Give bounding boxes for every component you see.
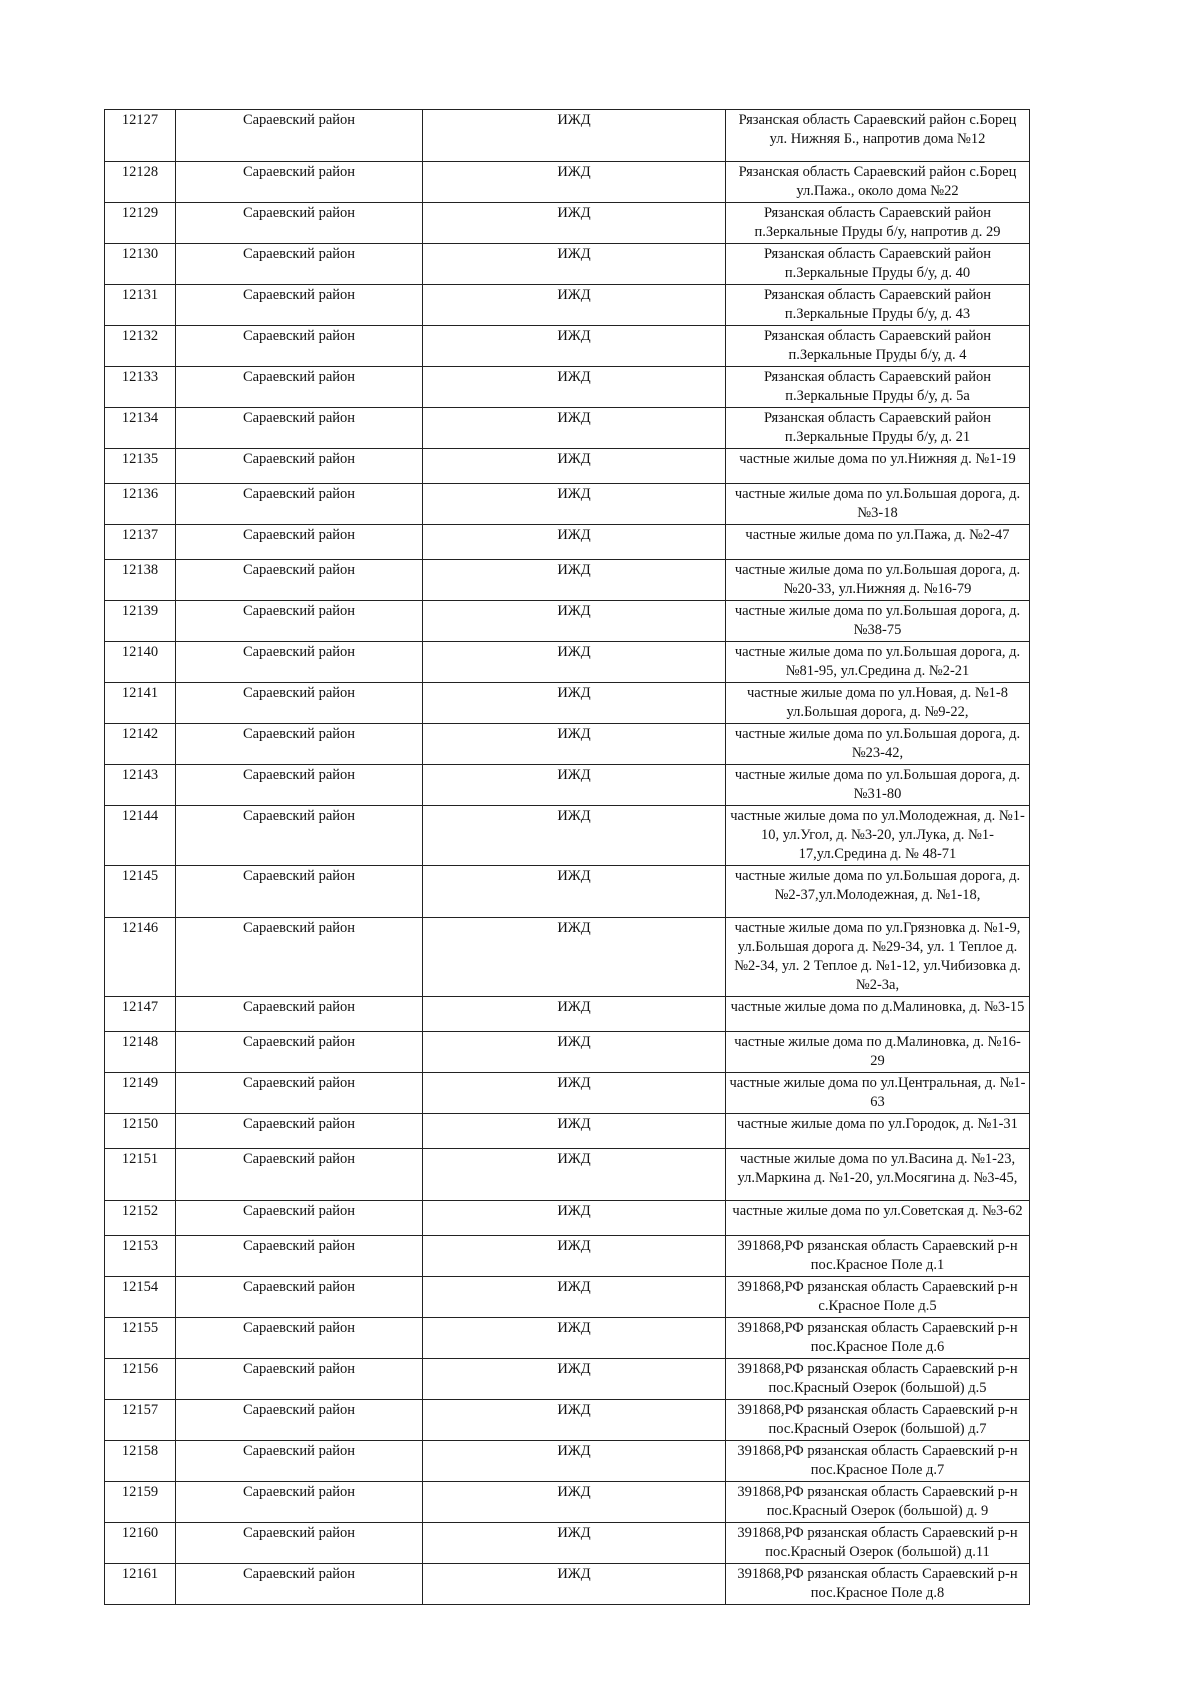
row-number: 12147 bbox=[105, 997, 176, 1032]
object-type-cell: ИЖД bbox=[423, 642, 726, 683]
table-row bbox=[105, 642, 1030, 683]
address-cell: Рязанская область Сараевский район с.Борец ул. Нижняя Б., напротив дома №12 bbox=[726, 110, 1030, 162]
table-row bbox=[105, 525, 1030, 560]
object-type-cell: ИЖД bbox=[423, 1236, 726, 1277]
district-cell: Сараевский район bbox=[176, 918, 423, 997]
table-row bbox=[105, 1201, 1030, 1236]
row-number: 12145 bbox=[105, 866, 176, 918]
object-type-cell: ИЖД bbox=[423, 1400, 726, 1441]
district-cell: Сараевский район bbox=[176, 1073, 423, 1114]
object-type-cell: ИЖД bbox=[423, 408, 726, 449]
table-row bbox=[105, 765, 1030, 806]
object-type-cell: ИЖД bbox=[423, 367, 726, 408]
table-row bbox=[105, 484, 1030, 525]
district-cell: Сараевский район bbox=[176, 244, 423, 285]
object-type-cell: ИЖД bbox=[423, 326, 726, 367]
objects-table bbox=[104, 109, 1030, 1605]
address-cell: 391868,РФ рязанская область Сараевский р-н пос.Красное Поле д.8 bbox=[726, 1564, 1030, 1605]
table-row bbox=[105, 1564, 1030, 1605]
address-cell: 391868,РФ рязанская область Сараевский р-н пос.Красный Озерок (большой) д. 9 bbox=[726, 1482, 1030, 1523]
row-number: 12159 bbox=[105, 1482, 176, 1523]
address-cell: Рязанская область Сараевский район п.Зеркальные Пруды б/у, напротив д. 29 bbox=[726, 203, 1030, 244]
row-number: 12154 bbox=[105, 1277, 176, 1318]
address-cell: 391868,РФ рязанская область Сараевский р-н пос.Красное Поле д.6 bbox=[726, 1318, 1030, 1359]
table-body bbox=[105, 110, 1030, 1605]
district-cell: Сараевский район bbox=[176, 1277, 423, 1318]
address-cell: частные жилые дома по ул.Большая дорога, д. №3-18 bbox=[726, 484, 1030, 525]
district-cell: Сараевский район bbox=[176, 525, 423, 560]
table-row bbox=[105, 244, 1030, 285]
table-row bbox=[105, 918, 1030, 997]
row-number: 12156 bbox=[105, 1359, 176, 1400]
table-row bbox=[105, 1482, 1030, 1523]
row-number: 12149 bbox=[105, 1073, 176, 1114]
address-cell: частные жилые дома по ул.Большая дорога, д. №2-37,ул.Молодежная, д. №1-18, bbox=[726, 866, 1030, 918]
object-type-cell: ИЖД bbox=[423, 1073, 726, 1114]
district-cell: Сараевский район bbox=[176, 110, 423, 162]
row-number: 12160 bbox=[105, 1523, 176, 1564]
row-number: 12136 bbox=[105, 484, 176, 525]
object-type-cell: ИЖД bbox=[423, 560, 726, 601]
table-row bbox=[105, 1073, 1030, 1114]
address-cell: частные жилые дома по ул.Большая дорога, д. №38-75 bbox=[726, 601, 1030, 642]
row-number: 12143 bbox=[105, 765, 176, 806]
object-type-cell: ИЖД bbox=[423, 1201, 726, 1236]
district-cell: Сараевский район bbox=[176, 1400, 423, 1441]
address-cell: частные жилые дома по д.Малиновка, д. №3-15 bbox=[726, 997, 1030, 1032]
object-type-cell: ИЖД bbox=[423, 162, 726, 203]
row-number: 12148 bbox=[105, 1032, 176, 1073]
table-row bbox=[105, 724, 1030, 765]
address-cell: частные жилые дома по ул.Советская д. №3-62 bbox=[726, 1201, 1030, 1236]
table-row bbox=[105, 285, 1030, 326]
district-cell: Сараевский район bbox=[176, 367, 423, 408]
table-row bbox=[105, 601, 1030, 642]
object-type-cell: ИЖД bbox=[423, 449, 726, 484]
district-cell: Сараевский район bbox=[176, 1114, 423, 1149]
district-cell: Сараевский район bbox=[176, 326, 423, 367]
district-cell: Сараевский район bbox=[176, 162, 423, 203]
table-row bbox=[105, 1523, 1030, 1564]
object-type-cell: ИЖД bbox=[423, 997, 726, 1032]
object-type-cell: ИЖД bbox=[423, 918, 726, 997]
table-row bbox=[105, 1359, 1030, 1400]
table-row bbox=[105, 1277, 1030, 1318]
address-cell: Рязанская область Сараевский район п.Зеркальные Пруды б/у, д. 21 bbox=[726, 408, 1030, 449]
table-row bbox=[105, 408, 1030, 449]
row-number: 12152 bbox=[105, 1201, 176, 1236]
table-row bbox=[105, 449, 1030, 484]
table-row bbox=[105, 560, 1030, 601]
district-cell: Сараевский район bbox=[176, 1564, 423, 1605]
address-cell: Рязанская область Сараевский район п.Зеркальные Пруды б/у, д. 5а bbox=[726, 367, 1030, 408]
object-type-cell: ИЖД bbox=[423, 866, 726, 918]
district-cell: Сараевский район bbox=[176, 1032, 423, 1073]
object-type-cell: ИЖД bbox=[423, 484, 726, 525]
object-type-cell: ИЖД bbox=[423, 1482, 726, 1523]
district-cell: Сараевский район bbox=[176, 806, 423, 866]
address-cell: 391868,РФ рязанская область Сараевский р-н пос.Красный Озерок (большой) д.11 bbox=[726, 1523, 1030, 1564]
row-number: 12144 bbox=[105, 806, 176, 866]
object-type-cell: ИЖД bbox=[423, 525, 726, 560]
object-type-cell: ИЖД bbox=[423, 203, 726, 244]
address-cell: частные жилые дома по ул.Пажа, д. №2-47 bbox=[726, 525, 1030, 560]
district-cell: Сараевский район bbox=[176, 1523, 423, 1564]
district-cell: Сараевский район bbox=[176, 1359, 423, 1400]
address-cell: Рязанская область Сараевский район п.Зеркальные Пруды б/у, д. 43 bbox=[726, 285, 1030, 326]
address-cell: частные жилые дома по ул.Городок, д. №1-31 bbox=[726, 1114, 1030, 1149]
row-number: 12161 bbox=[105, 1564, 176, 1605]
district-cell: Сараевский район bbox=[176, 484, 423, 525]
table-row bbox=[105, 162, 1030, 203]
row-number: 12127 bbox=[105, 110, 176, 162]
object-type-cell: ИЖД bbox=[423, 1032, 726, 1073]
district-cell: Сараевский район bbox=[176, 866, 423, 918]
address-cell: Рязанская область Сараевский район п.Зеркальные Пруды б/у, д. 4 bbox=[726, 326, 1030, 367]
address-cell: частные жилые дома по ул.Большая дорога, д. №31-80 bbox=[726, 765, 1030, 806]
address-cell: частные жилые дома по ул.Большая дорога, д. №23-42, bbox=[726, 724, 1030, 765]
address-cell: 391868,РФ рязанская область Сараевский р-н с.Красное Поле д.5 bbox=[726, 1277, 1030, 1318]
row-number: 12129 bbox=[105, 203, 176, 244]
row-number: 12140 bbox=[105, 642, 176, 683]
table-row bbox=[105, 203, 1030, 244]
row-number: 12138 bbox=[105, 560, 176, 601]
address-cell: частные жилые дома по ул.Большая дорога, д. №81-95, ул.Средина д. №2-21 bbox=[726, 642, 1030, 683]
row-number: 12139 bbox=[105, 601, 176, 642]
table-row bbox=[105, 866, 1030, 918]
table-row bbox=[105, 1441, 1030, 1482]
object-type-cell: ИЖД bbox=[423, 244, 726, 285]
address-cell: частные жилые дома по д.Малиновка, д. №16-29 bbox=[726, 1032, 1030, 1073]
object-type-cell: ИЖД bbox=[423, 1523, 726, 1564]
table-row bbox=[105, 1149, 1030, 1201]
address-cell: частные жилые дома по ул.Центральная, д. №1-63 bbox=[726, 1073, 1030, 1114]
object-type-cell: ИЖД bbox=[423, 683, 726, 724]
row-number: 12142 bbox=[105, 724, 176, 765]
district-cell: Сараевский район bbox=[176, 1318, 423, 1359]
table-row bbox=[105, 1032, 1030, 1073]
row-number: 12155 bbox=[105, 1318, 176, 1359]
district-cell: Сараевский район bbox=[176, 408, 423, 449]
row-number: 12158 bbox=[105, 1441, 176, 1482]
address-cell: Рязанская область Сараевский район п.Зеркальные Пруды б/у, д. 40 bbox=[726, 244, 1030, 285]
district-cell: Сараевский район bbox=[176, 1236, 423, 1277]
row-number: 12153 bbox=[105, 1236, 176, 1277]
district-cell: Сараевский район bbox=[176, 1149, 423, 1201]
row-number: 12133 bbox=[105, 367, 176, 408]
table-row bbox=[105, 326, 1030, 367]
row-number: 12150 bbox=[105, 1114, 176, 1149]
object-type-cell: ИЖД bbox=[423, 1114, 726, 1149]
row-number: 12146 bbox=[105, 918, 176, 997]
object-type-cell: ИЖД bbox=[423, 806, 726, 866]
table-row bbox=[105, 1318, 1030, 1359]
address-cell: Рязанская область Сараевский район с.Борец ул.Пажа., около дома №22 bbox=[726, 162, 1030, 203]
table-row bbox=[105, 806, 1030, 866]
table-row bbox=[105, 110, 1030, 162]
table-row bbox=[105, 367, 1030, 408]
address-cell: частные жилые дома по ул.Молодежная, д. №1-10, ул.Угол, д. №3-20, ул.Лука, д. №1-17,ул.Средина д. № 48-71 bbox=[726, 806, 1030, 866]
row-number: 12137 bbox=[105, 525, 176, 560]
district-cell: Сараевский район bbox=[176, 1201, 423, 1236]
object-type-cell: ИЖД bbox=[423, 1277, 726, 1318]
address-cell: частные жилые дома по ул.Новая, д. №1-8 ул.Большая дорога, д. №9-22, bbox=[726, 683, 1030, 724]
table-row bbox=[105, 683, 1030, 724]
address-cell: частные жилые дома по ул.Грязновка д. №1-9, ул.Большая дорога д. №29-34, ул. 1 Теплое д. №2-34, ул. 2 Теплое д. №1-12, ул.Чибизовка д. №2-3а, bbox=[726, 918, 1030, 997]
row-number: 12141 bbox=[105, 683, 176, 724]
address-cell: 391868,РФ рязанская область Сараевский р-н пос.Красный Озерок (большой) д.5 bbox=[726, 1359, 1030, 1400]
row-number: 12157 bbox=[105, 1400, 176, 1441]
object-type-cell: ИЖД bbox=[423, 1359, 726, 1400]
object-type-cell: ИЖД bbox=[423, 1564, 726, 1605]
row-number: 12131 bbox=[105, 285, 176, 326]
address-cell: частные жилые дома по ул.Большая дорога, д. №20-33, ул.Нижняя д. №16-79 bbox=[726, 560, 1030, 601]
address-cell: частные жилые дома по ул.Нижняя д. №1-19 bbox=[726, 449, 1030, 484]
district-cell: Сараевский район bbox=[176, 1441, 423, 1482]
row-number: 12135 bbox=[105, 449, 176, 484]
object-type-cell: ИЖД bbox=[423, 1149, 726, 1201]
row-number: 12130 bbox=[105, 244, 176, 285]
district-cell: Сараевский район bbox=[176, 601, 423, 642]
address-cell: 391868,РФ рязанская область Сараевский р-н пос.Красный Озерок (большой) д.7 bbox=[726, 1400, 1030, 1441]
table-row bbox=[105, 1400, 1030, 1441]
district-cell: Сараевский район bbox=[176, 997, 423, 1032]
object-type-cell: ИЖД bbox=[423, 285, 726, 326]
object-type-cell: ИЖД bbox=[423, 765, 726, 806]
district-cell: Сараевский район bbox=[176, 642, 423, 683]
district-cell: Сараевский район bbox=[176, 203, 423, 244]
address-cell: 391868,РФ рязанская область Сараевский р-н пос.Красное Поле д.7 bbox=[726, 1441, 1030, 1482]
object-type-cell: ИЖД bbox=[423, 1441, 726, 1482]
object-type-cell: ИЖД bbox=[423, 110, 726, 162]
row-number: 12134 bbox=[105, 408, 176, 449]
district-cell: Сараевский район bbox=[176, 560, 423, 601]
district-cell: Сараевский район bbox=[176, 449, 423, 484]
row-number: 12151 bbox=[105, 1149, 176, 1201]
object-type-cell: ИЖД bbox=[423, 1318, 726, 1359]
row-number: 12132 bbox=[105, 326, 176, 367]
table-row bbox=[105, 1114, 1030, 1149]
table-row bbox=[105, 997, 1030, 1032]
district-cell: Сараевский район bbox=[176, 285, 423, 326]
district-cell: Сараевский район bbox=[176, 765, 423, 806]
object-type-cell: ИЖД bbox=[423, 601, 726, 642]
row-number: 12128 bbox=[105, 162, 176, 203]
district-cell: Сараевский район bbox=[176, 724, 423, 765]
address-cell: частные жилые дома по ул.Васина д. №1-23, ул.Маркина д. №1-20, ул.Мосягина д. №3-45, bbox=[726, 1149, 1030, 1201]
district-cell: Сараевский район bbox=[176, 1482, 423, 1523]
object-type-cell: ИЖД bbox=[423, 724, 726, 765]
address-cell: 391868,РФ рязанская область Сараевский р-н пос.Красное Поле д.1 bbox=[726, 1236, 1030, 1277]
table-row bbox=[105, 1236, 1030, 1277]
district-cell: Сараевский район bbox=[176, 683, 423, 724]
